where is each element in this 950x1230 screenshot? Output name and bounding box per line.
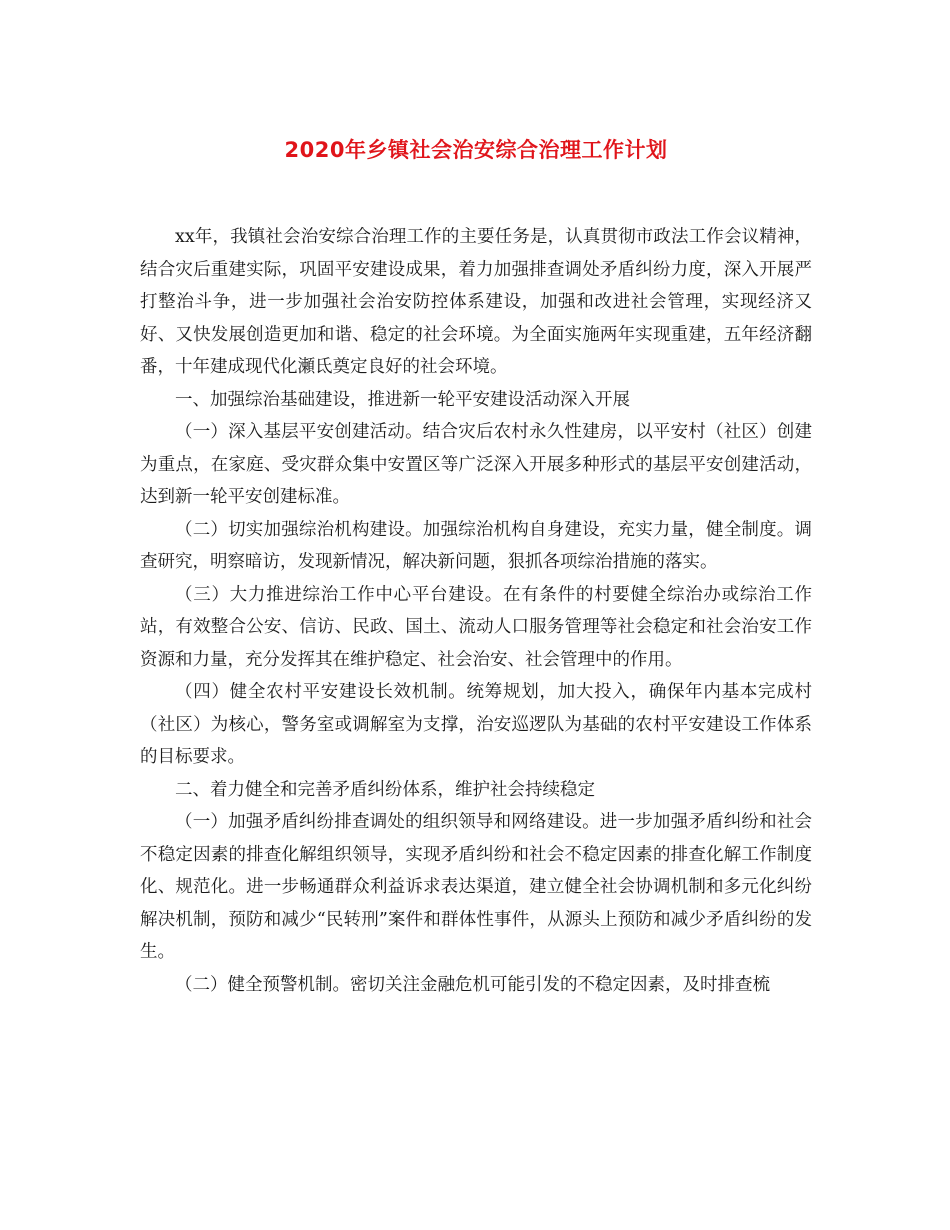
paragraph-1-4: （四）健全农村平安建设长效机制。统筹规划，加大投入，确保年内基本完成村（社区）为核心，警务室或调解室为支撑，治安巡逻队为基础的农村平安建设工作体系的目标要求。 <box>140 682 812 767</box>
paragraph-2-1: （一）加强矛盾纠纷排查调处的组织领导和网络建设。进一步加强矛盾纠纷和社会不稳定因素的排查化解组织领导，实现矛盾纠纷和社会不稳定因素的排查化解工作制度化、规范化。进一步畅通群众利益诉求表达渠道，建立健全社会协调机制和多元化纠纷解决机制，预防和减少“民转刑”案件和群体性事件，从源头上预防和减少矛盾纠纷的发生。 <box>140 812 812 962</box>
paragraph-1-3: （三）大力推进综治工作中心平台建设。在有条件的村要健全综治办或综治工作站，有效整合公安、信访、民政、国土、流动人口服务管理等社会稳定和社会治安工作资源和力量，充分发挥其在维护稳定、社会治安、社会管理中的作用。 <box>140 584 812 670</box>
document-body <box>140 221 812 1001</box>
paragraph-1-1: （一）深入基层平安创建活动。结合灾后农村永久性建房，以平安村（社区）创建为重点，在家庭、受灾群众集中安置区等广泛深入开展多种形式的基层平安创建活动，达到新一轮平安创建标准。 <box>140 422 812 507</box>
section-heading-2: 二、着力健全和完善矛盾纠纷体系，维护社会持续稳定 <box>175 779 595 800</box>
paragraph-intro: xx年，我镇社会治安综合治理工作的主要任务是，认真贯彻市政法工作会议精神，结合灾后重建实际，巩固平安建设成果，着力加强排查调处矛盾纠纷力度，深入开展严打整治斗争，进一步加强社会治安防控体系建设，加强和改进社会管理，实现经济又好、又快发展创造更加和谐、稳定的社会环境。为全面实施两年实现重建，五年经济翻番，十年建成现代化瀬氐奠定良好的社会环境。 <box>140 227 812 377</box>
document-title: 2020年乡镇社会治安综合治理工作计划 <box>284 138 668 162</box>
paragraph-1-2: （二）切实加强综治机构建设。加强综治机构自身建设，充实力量，健全制度。调查研究，明察暗访，发现新情况，解决新问题，狠抓各项综治措施的落实。 <box>140 519 812 572</box>
section-heading-1: 一、加强综治基础建设，推进新一轮平安建设活动深入开展 <box>175 389 630 410</box>
paragraph-2-2: （二）健全预警机制。密切关注金融危机可能引发的不稳定因素，及时排查梳 <box>175 974 770 995</box>
